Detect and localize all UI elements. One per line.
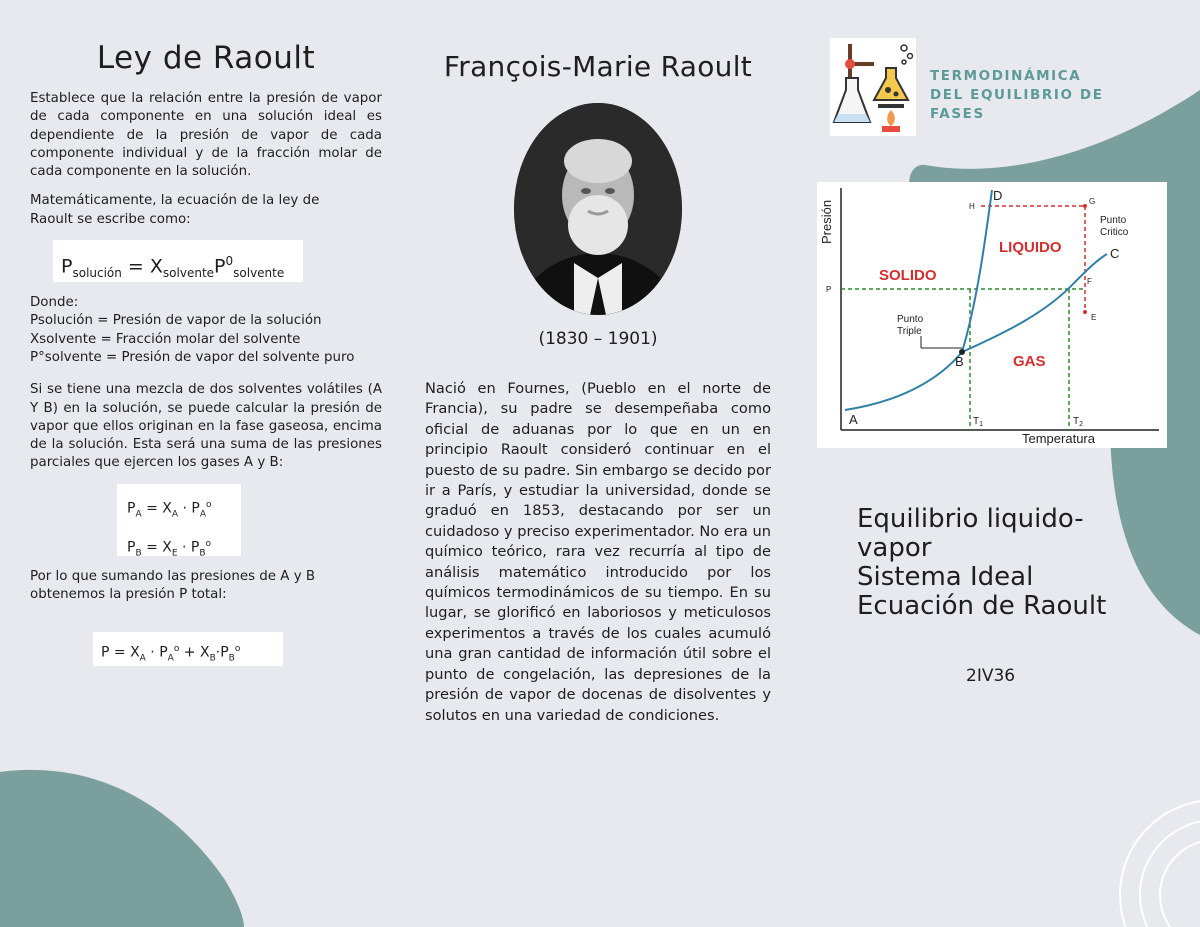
- section-title-ley-raoult: Ley de Raoult: [96, 40, 316, 76]
- point-d: D: [993, 188, 1003, 203]
- triple-point-label-2: Triple: [897, 326, 922, 337]
- course-title-line: TERMODINÁMICA: [930, 68, 1082, 84]
- critical-point-label-1: Punto: [1100, 215, 1127, 226]
- left-column: [30, 40, 382, 678]
- point-p: P: [826, 285, 832, 294]
- course-title-line: FASES: [930, 106, 985, 122]
- x-axis-label: Temperatura: [1022, 431, 1095, 446]
- biography-title: François-Marie Raoult: [443, 50, 753, 83]
- def-line: Psolución = Presión de vapor de la solución: [30, 313, 322, 329]
- raoult-portrait: [514, 103, 682, 315]
- total-pressure-intro: Por lo que sumando las presiones de A y B obtenemos la presión P total:: [30, 568, 316, 603]
- region-liquid: LIQUIDO: [999, 239, 1062, 256]
- raoult-equation: $P_{solución} = X_{solvente}P^0_{solvente}$: [53, 240, 303, 282]
- brochure-title-line: vapor: [857, 533, 932, 563]
- brochure-title-line: Ecuación de Raoult: [857, 591, 1107, 621]
- region-solid: SOLIDO: [879, 267, 937, 284]
- brochure-title-line: Sistema Ideal: [857, 562, 1034, 592]
- biography-text: Nació en Fournes, (Pueblo en el norte de Francia), su padre se desempeñaba como oficial de aduanas por lo que en un en principio Raoult consideró continuar en el puesto de su padre. Sin embargo se decido por ir a París, y estudiar la universidad, donde se graduó en 1853, destacando por ser un cuidadoso y preciso experimentador. No era un químico teórico, rara vez recurría al tipo de análisis matemático introducido por los químicos termodinámicos de su tiempo. En su lugar, se glorificó en laboriosos y meticulosos experimentos a través de los cuales acumuló una gran cantidad de información útil sobre el punto de congelación, las depresiones de la presión de vapor de docenas de disolventes y solutos en una variedad de condiciones.: [425, 380, 771, 724]
- brochure-title-line: Equilibrio liquido-: [857, 504, 1084, 534]
- triple-point-label-1: Punto: [897, 314, 924, 325]
- point-e: E: [1091, 313, 1097, 322]
- bg-blob-bottom-left: [0, 770, 244, 927]
- def-line: P°solvente = Presión de vapor del solvente puro: [30, 349, 355, 365]
- t1-label: $T_1$: [973, 416, 984, 428]
- y-axis-label: Presión: [819, 199, 834, 244]
- point-b: B: [955, 354, 964, 369]
- phase-diagram-svg: [817, 182, 1167, 448]
- bg-rings: [1120, 800, 1200, 927]
- t2-label: $T_2$: [1073, 416, 1084, 428]
- lab-logo: [830, 38, 916, 136]
- life-years: (1830 – 1901): [538, 329, 658, 349]
- partial-pressures-equation: $P_A = X_A \cdot P_A^o$ $P_B = X_E \cdot P_B^o$: [117, 484, 241, 556]
- point-g: G: [1089, 197, 1096, 206]
- point-a: A: [849, 412, 858, 427]
- course-title-line: DEL EQUILIBRIO DE: [930, 87, 1104, 103]
- def-line: Xsolvente = Fracción molar del solvente: [30, 331, 301, 347]
- definitions-list: [30, 294, 382, 367]
- portrait-illustration: [514, 103, 682, 315]
- group-code: 2IV36: [966, 666, 1016, 686]
- brochure-title: [857, 505, 1106, 621]
- chemistry-lab-icon: [830, 38, 916, 136]
- course-title: [930, 67, 1104, 124]
- math-intro: Matemáticamente, la ecuación de la ley de Raoult se escribe como:: [30, 193, 320, 227]
- mixture-paragraph: Si se tiene una mezcla de dos solventes volátiles (A Y B) en la solución, se puede calcular la presión de vapor que ellos originan en la fase gaseosa, encima de la solución. Esta será una suma de las presiones parciales que ejercen los gases A y B:: [30, 382, 382, 471]
- def-line: Donde:: [30, 295, 79, 311]
- middle-column: [420, 50, 776, 741]
- phase-diagram: [817, 182, 1167, 448]
- fusion-curve: [962, 190, 992, 352]
- critical-point-label-2: Critico: [1100, 227, 1129, 238]
- point-c: C: [1110, 246, 1120, 261]
- point-h: H: [969, 202, 975, 211]
- total-pressure-equation: $P = X_A \cdot P_A^o + X_B\cdot P_B^o$: [93, 632, 283, 666]
- intro-paragraph: Establece que la relación entre la presión de vapor de cada componente en una solución ideal es dependiente de la presión de vapor de cada componente individual y de la fracción molar de cada componente en la solución.: [30, 91, 382, 180]
- region-gas: GAS: [1013, 353, 1046, 370]
- point-f: F: [1087, 277, 1092, 286]
